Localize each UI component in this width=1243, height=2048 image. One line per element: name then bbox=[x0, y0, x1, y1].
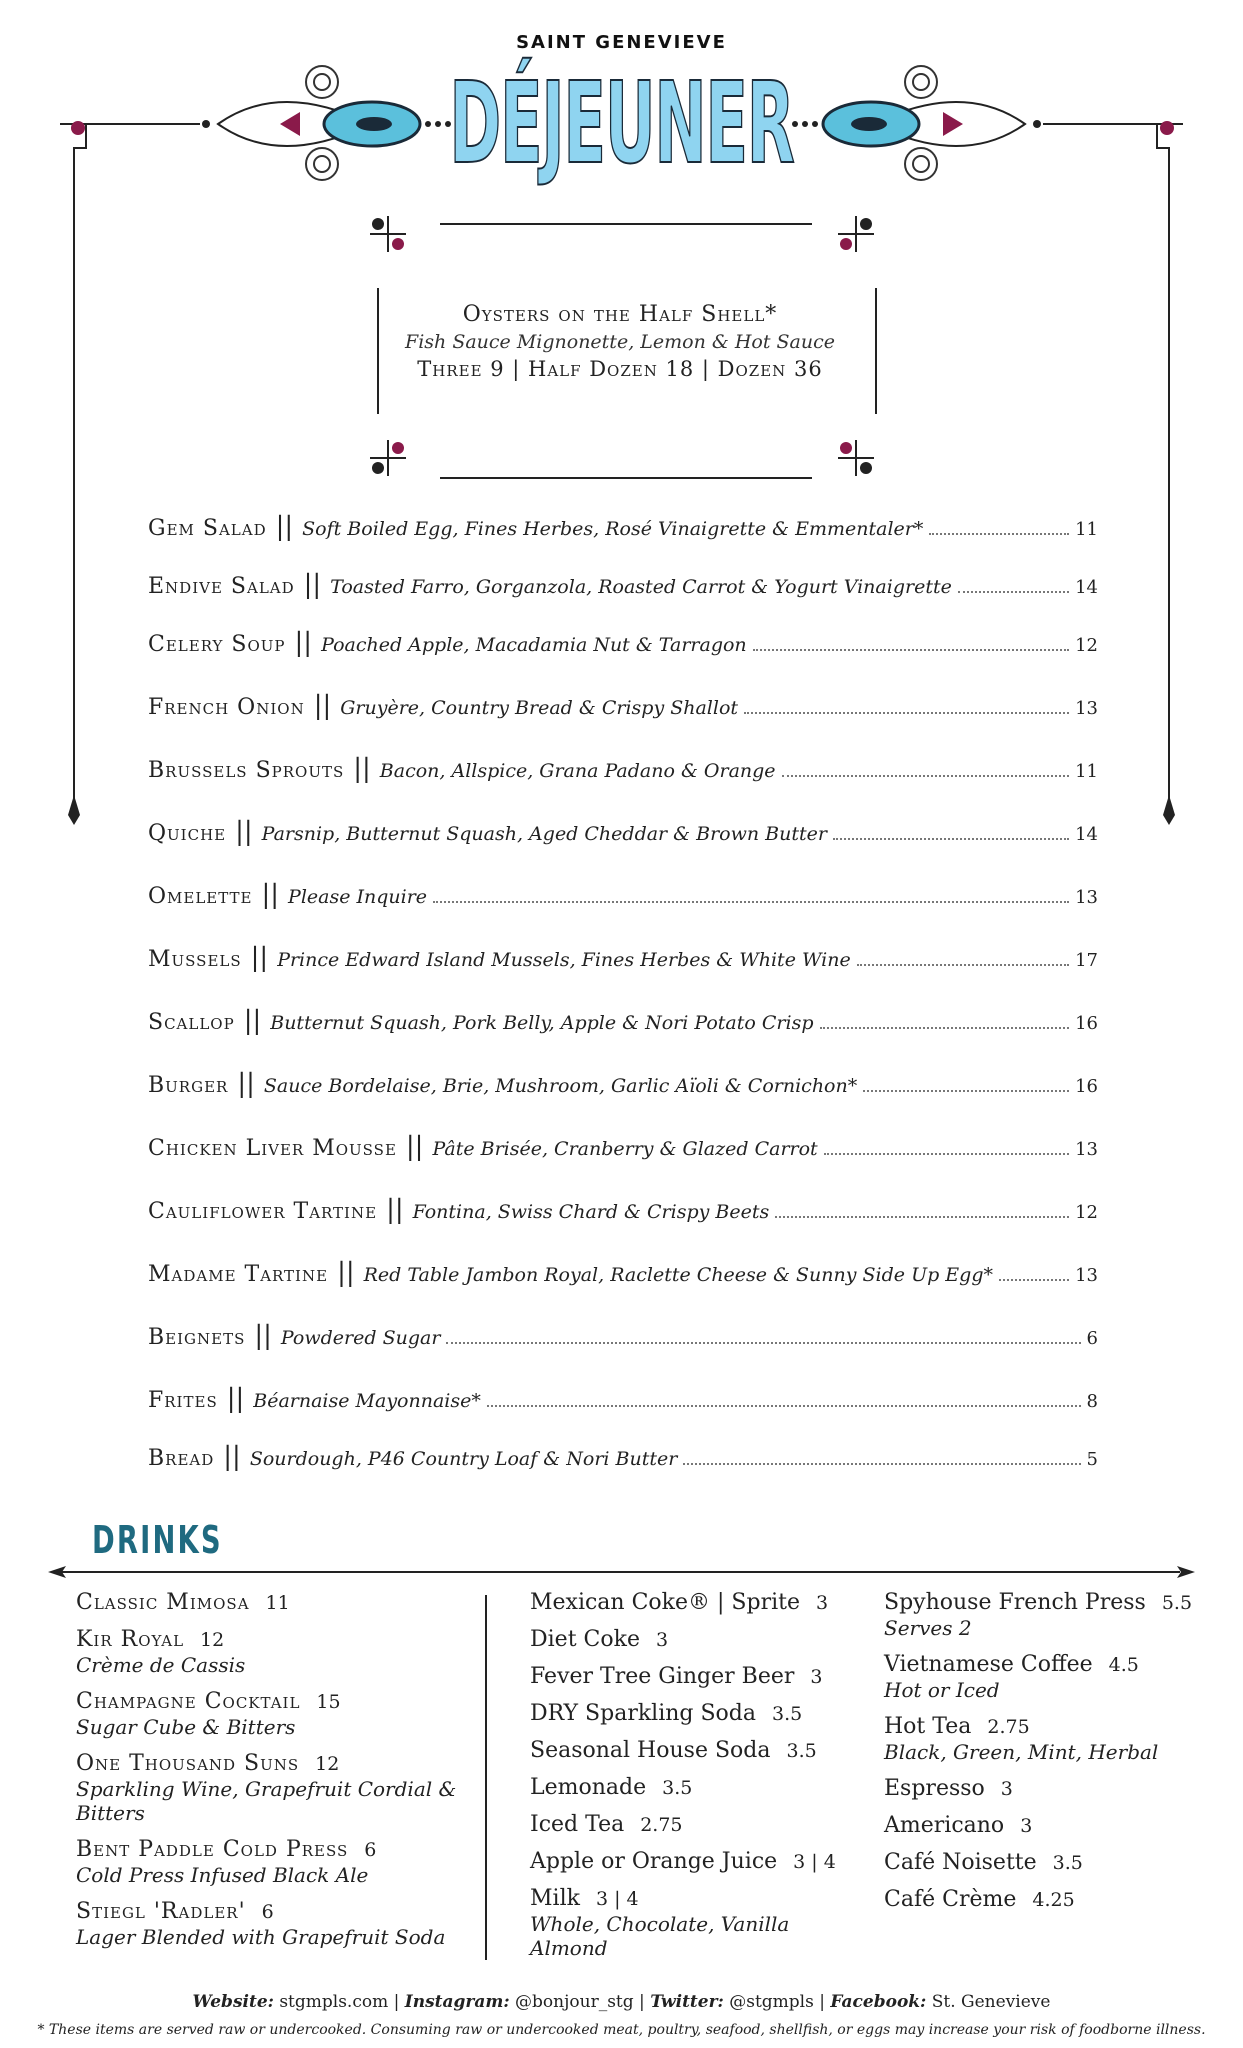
drink-item bbox=[884, 1850, 1224, 1875]
oyster-description: Fish Sauce Mignonette, Lemon & Hot Sauce bbox=[405, 331, 835, 353]
menu-item-name: Mussels bbox=[148, 947, 242, 972]
instagram-handle[interactable]: @bonjour_stg bbox=[515, 1992, 634, 2012]
menu-item-price: 13 bbox=[1075, 698, 1098, 719]
drink-name: Classic Mimosa bbox=[76, 1590, 250, 1615]
drink-item bbox=[530, 1738, 870, 1763]
drink-price: 3 bbox=[1000, 1778, 1013, 1800]
drink-price: 2.75 bbox=[987, 1716, 1030, 1738]
menu-item-name: Omelette bbox=[148, 884, 253, 909]
menu-item: Celery Soup || Poached Apple, Macadamia Nut & Tarragon 12 bbox=[148, 628, 1098, 658]
drink-item bbox=[884, 1714, 1224, 1764]
menu-item-description: Please Inquire bbox=[288, 886, 428, 908]
drink-name: Café Noisette bbox=[884, 1850, 1037, 1875]
drink-description: Crème de Cassis bbox=[76, 1653, 246, 1677]
menu-item: Scallop || Butternut Squash, Pork Belly, Apple & Nori Potato Crisp 16 bbox=[148, 1006, 1098, 1036]
menu-item-price: 12 bbox=[1075, 1202, 1098, 1223]
menu-item-description: Sauce Bordelaise, Brie, Mushroom, Garlic Aïoli & Cornichon* bbox=[263, 1075, 858, 1097]
menu-item-name: Gem Salad bbox=[148, 516, 267, 541]
drink-item bbox=[530, 1701, 870, 1726]
menu-item-description: Soft Boiled Egg, Fines Herbes, Rosé Vinaigrette & Emmentaler* bbox=[302, 518, 924, 540]
drink-description: Lager Blended with Grapefruit Soda bbox=[76, 1925, 446, 1949]
menu-item-name: Frites bbox=[148, 1388, 218, 1413]
social-links-footer: Website: stgmpls.com | Instagram: @bonjour_stg | Twitter: @stgmpls | Facebook: St. Genevieve bbox=[192, 1992, 1051, 2012]
drink-name: DRY Sparkling Soda bbox=[530, 1701, 756, 1726]
drink-item bbox=[530, 1886, 870, 1960]
menu-item-name: Scallop bbox=[148, 1010, 235, 1035]
menu-item: Brussels Sprouts || Bacon, Allspice, Grana Padano & Orange 11 bbox=[148, 754, 1098, 784]
menu-item: Omelette || Please Inquire 13 bbox=[148, 880, 1098, 910]
menu-item: French Onion || Gruyère, Country Bread & Crispy Shallot 13 bbox=[148, 691, 1098, 721]
drink-name: Americano bbox=[884, 1813, 1005, 1838]
menu-item-price: 14 bbox=[1075, 577, 1098, 598]
menu-item-description: Toasted Farro, Gorganzola, Roasted Carrot & Yogurt Vinaigrette bbox=[330, 576, 952, 598]
drink-item bbox=[884, 1652, 1224, 1702]
drink-name: Champagne Cocktail bbox=[76, 1689, 301, 1714]
oyster-feature bbox=[380, 302, 860, 381]
menu-item-description: Poached Apple, Macadamia Nut & Tarragon bbox=[321, 634, 747, 656]
menu-item: Quiche || Parsnip, Butternut Squash, Aged Cheddar & Brown Butter 14 bbox=[148, 817, 1098, 847]
drink-item bbox=[76, 1627, 476, 1677]
drink-item bbox=[76, 1837, 476, 1887]
menu-item: Mussels || Prince Edward Island Mussels, Fines Herbes & White Wine 17 bbox=[148, 943, 1098, 973]
menu-item: Endive Salad || Toasted Farro, Gorganzola, Roasted Carrot & Yogurt Vinaigrette 14 bbox=[148, 570, 1098, 600]
drink-item bbox=[76, 1590, 476, 1615]
menu-item-description: Pâte Brisée, Cranberry & Glazed Carrot bbox=[432, 1138, 818, 1160]
drink-name: Spyhouse French Press bbox=[884, 1590, 1146, 1615]
menu-item-price: 11 bbox=[1075, 519, 1098, 540]
menu-item-description: Powdered Sugar bbox=[280, 1327, 441, 1349]
drink-item bbox=[530, 1627, 870, 1652]
menu-item-name: Brussels Sprouts bbox=[148, 758, 345, 783]
drink-name: Vietnamese Coffee bbox=[884, 1652, 1093, 1677]
menu-item-name: Chicken Liver Mousse bbox=[148, 1136, 397, 1161]
menu-item-price: 6 bbox=[1086, 1328, 1098, 1349]
drink-description: Sugar Cube & Bitters bbox=[76, 1715, 296, 1739]
drink-price: 6 bbox=[261, 1901, 274, 1923]
facebook-label: Facebook: bbox=[830, 1992, 927, 2012]
drink-name: Espresso bbox=[884, 1776, 985, 1801]
drink-item bbox=[530, 1664, 870, 1689]
drinks-column-cocktails bbox=[76, 1590, 476, 1961]
drink-item bbox=[530, 1812, 870, 1837]
menu-item-description: Béarnaise Mayonnaise* bbox=[253, 1390, 481, 1412]
menu-item-price: 8 bbox=[1086, 1391, 1098, 1412]
drink-name: Mexican Coke® | Sprite bbox=[530, 1590, 800, 1615]
drink-price: 11 bbox=[265, 1592, 290, 1614]
drink-item bbox=[884, 1776, 1224, 1801]
drink-name: Milk bbox=[530, 1886, 580, 1911]
menu-item-price: 16 bbox=[1075, 1076, 1098, 1097]
drink-price: 3 bbox=[1020, 1815, 1033, 1837]
menu-item-price: 13 bbox=[1075, 1265, 1098, 1286]
menu-item-description: Red Table Jambon Royal, Raclette Cheese & Sunny Side Up Egg* bbox=[363, 1264, 993, 1286]
menu-item: Gem Salad || Soft Boiled Egg, Fines Herbes, Rosé Vinaigrette & Emmentaler* 11 bbox=[148, 512, 1098, 542]
drink-price: 12 bbox=[315, 1753, 340, 1775]
drinks-column-soft-drinks bbox=[530, 1590, 870, 1972]
venue-name: SAINT GENEVIEVE bbox=[516, 32, 727, 53]
right-frame-arrow-icon bbox=[1163, 795, 1175, 825]
menu-item-description: Fontina, Swiss Chard & Crispy Beets bbox=[412, 1201, 770, 1223]
drinks-heading: DRINKS bbox=[92, 1518, 223, 1562]
drink-name: Fever Tree Ginger Beer bbox=[530, 1664, 795, 1689]
drink-description: Sparkling Wine, Grapefruit Cordial & Bitters bbox=[76, 1777, 457, 1825]
menu-item-price: 5 bbox=[1086, 1449, 1098, 1470]
menu-item-price: 11 bbox=[1075, 761, 1098, 782]
menu-item-price: 17 bbox=[1075, 950, 1098, 971]
menu-item-name: French Onion bbox=[148, 695, 305, 720]
menu-item: Burger || Sauce Bordelaise, Brie, Mushroom, Garlic Aïoli & Cornichon* 16 bbox=[148, 1069, 1098, 1099]
drink-price: 3.5 bbox=[1052, 1852, 1083, 1874]
drink-price: 5.5 bbox=[1161, 1592, 1193, 1614]
drink-name: Kir Royal bbox=[76, 1627, 185, 1652]
instagram-label: Instagram: bbox=[404, 1992, 510, 2012]
menu-item-description: Butternut Squash, Pork Belly, Apple & Nori Potato Crisp bbox=[270, 1012, 814, 1034]
drink-price: 2.75 bbox=[640, 1814, 683, 1836]
menu-item-description: Gruyère, Country Bread & Crispy Shallot bbox=[340, 697, 739, 719]
drink-description: Cold Press Infused Black Ale bbox=[76, 1863, 369, 1887]
drink-item bbox=[76, 1689, 476, 1739]
menu-item-price: 12 bbox=[1075, 635, 1098, 656]
menu-item-name: Beignets bbox=[148, 1325, 246, 1350]
drink-price: 6 bbox=[364, 1839, 377, 1861]
drink-price: 4.5 bbox=[1108, 1654, 1139, 1676]
drink-item bbox=[530, 1590, 870, 1615]
drink-price: 3 bbox=[810, 1666, 823, 1688]
drink-price: 3.5 bbox=[662, 1777, 693, 1799]
left-frame-dot-icon bbox=[71, 121, 85, 135]
oyster-name: Oysters on the Half Shell* bbox=[462, 302, 778, 327]
twitter-label: Twitter: bbox=[650, 1992, 724, 2012]
drink-name: Hot Tea bbox=[884, 1714, 972, 1739]
drink-price: 3 | 4 bbox=[595, 1888, 639, 1910]
drink-price: 3.5 bbox=[772, 1703, 803, 1725]
menu-item-price: 13 bbox=[1075, 887, 1098, 908]
right-frame-dot-icon bbox=[1160, 121, 1174, 135]
drink-item bbox=[884, 1813, 1224, 1838]
drink-price: 3 bbox=[815, 1592, 829, 1614]
menu-item-name: Bread bbox=[148, 1446, 215, 1471]
menu-item-name: Burger bbox=[148, 1073, 229, 1098]
drink-name: Apple or Orange Juice bbox=[530, 1849, 778, 1874]
oyster-prices: Three 9 | Half Dozen 18 | Dozen 36 bbox=[417, 357, 823, 381]
facebook-page[interactable]: St. Genevieve bbox=[931, 1992, 1051, 2012]
raw-food-disclaimer: * These items are served raw or undercooked. Consuming raw or undercooked meat, poultry, seafood, shellfish, or eggs may increase your risk of foodborne illness. bbox=[37, 2022, 1206, 2038]
menu-item-name: Cauliflower Tartine bbox=[148, 1199, 378, 1224]
drink-name: Iced Tea bbox=[530, 1812, 625, 1837]
drink-name: Stiegl 'Radler' bbox=[76, 1899, 246, 1924]
menu-item-name: Madame Tartine bbox=[148, 1262, 329, 1287]
drink-item bbox=[884, 1590, 1224, 1640]
drink-name: One Thousand Suns bbox=[76, 1751, 300, 1776]
website-label: Website: bbox=[192, 1992, 274, 2012]
drink-price: 3 bbox=[655, 1629, 669, 1651]
drink-price: 15 bbox=[316, 1691, 341, 1713]
website-link[interactable]: stgmpls.com bbox=[279, 1992, 389, 2012]
drink-description: Black, Green, Mint, Herbal bbox=[884, 1740, 1159, 1764]
menu-item-name: Quiche bbox=[148, 821, 227, 846]
twitter-handle[interactable]: @stgmpls bbox=[729, 1992, 814, 2012]
drink-name: Seasonal House Soda bbox=[530, 1738, 771, 1763]
drink-name: Bent Paddle Cold Press bbox=[76, 1837, 349, 1862]
drink-description: Hot or Iced bbox=[884, 1678, 1000, 1702]
menu-item-name: Celery Soup bbox=[148, 632, 286, 657]
drink-name: Café Crème bbox=[884, 1887, 1017, 1912]
menu-item: Chicken Liver Mousse || Pâte Brisée, Cranberry & Glazed Carrot 13 bbox=[148, 1132, 1098, 1162]
drink-item bbox=[530, 1849, 870, 1874]
menu-item-description: Sourdough, P46 Country Loaf & Nori Butter bbox=[249, 1448, 678, 1470]
page-title: DÉJEUNER bbox=[449, 59, 794, 189]
drinks-divider bbox=[48, 1566, 1195, 1578]
left-frame-arrow-icon bbox=[68, 795, 80, 825]
menu-item: Beignets || Powdered Sugar 6 bbox=[148, 1321, 1098, 1351]
drink-price: 12 bbox=[200, 1629, 225, 1651]
drink-name: Lemonade bbox=[530, 1775, 647, 1800]
menu-item-description: Prince Edward Island Mussels, Fines Herbes & White Wine bbox=[277, 949, 851, 971]
drink-item bbox=[884, 1887, 1224, 1912]
drink-price: 3 | 4 bbox=[793, 1851, 836, 1873]
drink-item bbox=[76, 1899, 476, 1949]
drink-price: 4.25 bbox=[1032, 1889, 1075, 1911]
drink-description: Whole, Chocolate, Vanilla Almond bbox=[530, 1912, 790, 1960]
menu-item-description: Parsnip, Butternut Squash, Aged Cheddar & Brown Butter bbox=[261, 823, 827, 845]
menu-item: Bread || Sourdough, P46 Country Loaf & Nori Butter 5 bbox=[148, 1442, 1098, 1472]
drinks-column-coffee-tea bbox=[884, 1590, 1224, 1924]
menu-item-name: Endive Salad bbox=[148, 574, 295, 599]
drink-description: Serves 2 bbox=[884, 1616, 972, 1640]
drink-name: Diet Coke bbox=[530, 1627, 640, 1652]
drink-item bbox=[76, 1751, 476, 1825]
menu-item-price: 16 bbox=[1075, 1013, 1098, 1034]
menu-item: Frites || Béarnaise Mayonnaise* 8 bbox=[148, 1384, 1098, 1414]
menu-item-description: Bacon, Allspice, Grana Padano & Orange bbox=[379, 760, 776, 782]
menu-item: Cauliflower Tartine || Fontina, Swiss Chard & Crispy Beets 12 bbox=[148, 1195, 1098, 1225]
drink-price: 3.5 bbox=[786, 1740, 817, 1762]
menu-item: Madame Tartine || Red Table Jambon Royal, Raclette Cheese & Sunny Side Up Egg* 13 bbox=[148, 1258, 1098, 1288]
menu-item-price: 14 bbox=[1075, 824, 1098, 845]
drink-item bbox=[530, 1775, 870, 1800]
menu-item-price: 13 bbox=[1075, 1139, 1098, 1160]
